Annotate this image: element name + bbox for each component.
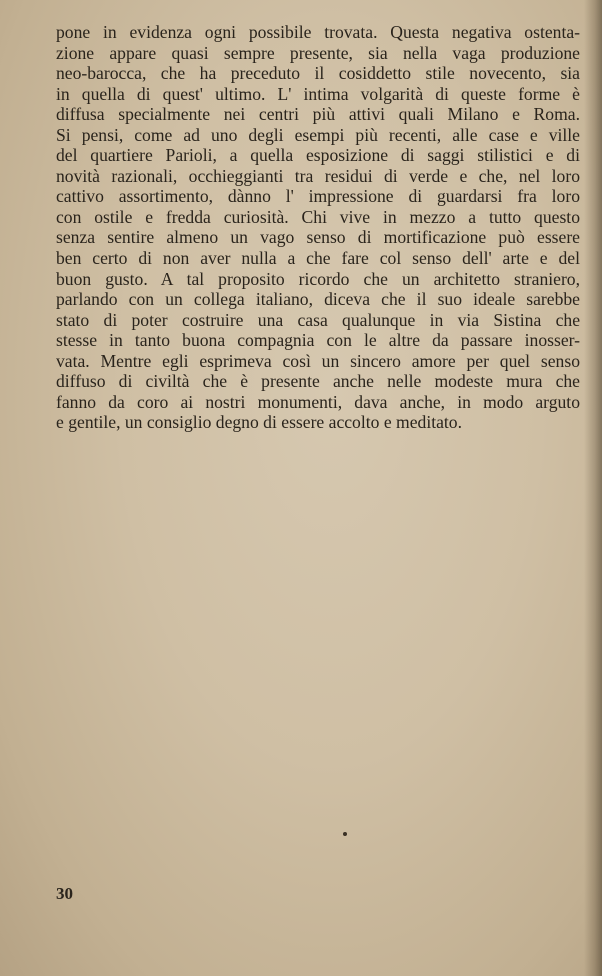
text-line: stato di poter costruire una casa qualunque in via Sistina che	[56, 309, 580, 330]
text-line: zione appare quasi sempre presente, sia nella vaga produzione	[56, 42, 580, 63]
text-line: buon gusto. A tal proposito ricordo che un architetto straniero,	[56, 268, 580, 289]
page-number: 30	[56, 884, 73, 903]
text-line: pone in evidenza ogni possibile trovata. Questa negativa ostenta-	[56, 22, 580, 42]
text-line: parlando con un collega italiano, diceva che il suo ideale sarebbe	[56, 289, 580, 310]
text-line: diffusa specialmente nei centri più attivi quali Milano e Roma.	[56, 104, 580, 125]
text-line: e gentile, un consiglio degno di essere accolto e meditato.	[56, 412, 462, 433]
text-line: ben certo di non aver nulla a che fare col senso dell' arte e del	[56, 248, 580, 269]
body-text	[56, 22, 580, 433]
text-line: in quella di quest' ultimo. L' intima volgarità di queste forme è	[56, 83, 580, 104]
text-line: neo-barocca, che ha preceduto il cosiddetto stile novecento, sia	[56, 63, 580, 84]
ink-speck	[343, 832, 347, 836]
text-line: Si pensi, come ad uno degli esempi più recenti, alle case e ville	[56, 124, 580, 145]
text-line: con ostile e fredda curiosità. Chi vive in mezzo a tutto questo	[56, 206, 580, 227]
text-line: stesse in tanto buona compagnia con le altre da passare inosser-	[56, 330, 580, 351]
text-line: fanno da coro ai nostri monumenti, dava anche, in modo arguto	[56, 391, 580, 412]
text-line: cattivo assortimento, dànno l' impressione di guardarsi fra loro	[56, 186, 580, 207]
text-line: diffuso di civiltà che è presente anche nelle modeste mura che	[56, 371, 580, 392]
text-line: senza sentire almeno un vago senso di mortificazione può essere	[56, 227, 580, 248]
text-line: vata. Mentre egli esprimeva così un sincero amore per quel senso	[56, 350, 580, 371]
text-line: novità razionali, occhieggianti tra residui di verde e che, nel loro	[56, 165, 580, 186]
text-line: del quartiere Parioli, a quella esposizione di saggi stilistici e di	[56, 145, 580, 166]
